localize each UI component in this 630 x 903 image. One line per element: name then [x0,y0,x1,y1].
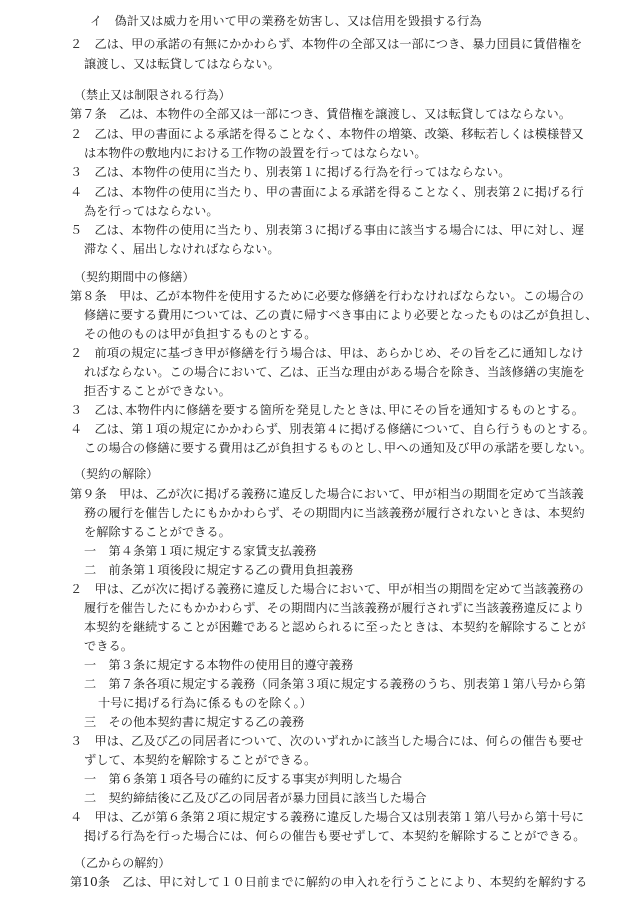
article-8-para-2-cont-2: 拒否することができない。 [84,384,231,398]
article-8-cont-2: その他のものは甲が負担するものとする。 [84,327,317,341]
clause-6-para-2-cont: 譲渡し、又は転貸してはならない。 [84,57,280,71]
article-7-para-3: ３ 乙は、本物件の使用に当たり、別表第１に掲げる行為を行ってはならない。 [70,165,511,179]
article-9-para-3-item-1: 一 第６条第１項各号の確約に反する事実が判明した場合 [84,772,403,786]
section-heading-repairs: （契約期間中の修繕） [74,270,195,284]
clause-6-para-2: ２ 乙は、甲の承諾の有無にかかわらず、本物件の全部又は一部につき、暴力団員に賃借権を [70,37,583,51]
article-9-para-2-cont-3: できる。 [84,639,133,653]
article-9-para-2-item-2-cont: 十号に掲げる行為に係るものを除く。） [98,696,312,710]
article-9-para-2-item-3: 三 その他本契約書に規定する乙の義務 [84,715,305,729]
article-7-para-5-cont: 滞なく、届出しなければならない。 [84,242,280,256]
article-9-para-2: ２ 甲は、乙が次に掲げる義務に違反した場合において、甲が相当の期間を定めて当該義務の [70,582,584,596]
article-8-para-2-cont-1: ればならない。この場合において、乙は、正当な理由がある場合を除き、当該修繕の実施を [84,365,586,379]
article-9-item-1: 一 第４条第１項に規定する家賃支払義務 [84,544,317,558]
section-heading-tenant-cancellation: （乙からの解約） [74,856,171,870]
article-9-item-2: 二 前条第１項後段に規定する乙の費用負担義務 [84,563,354,577]
article-10: 第10条 乙は、甲に対して１０日前までに解約の申入れを行うことにより、本契約を解約する [70,875,588,889]
article-8-para-4: ４ 乙は、第１項の規定にかかわらず、別表第４に掲げる修繕について、自ら行うものとする。 [70,422,595,436]
article-7-para-2: ２ 乙は、甲の書面による承諾を得ることなく、本物件の増築、改築、移転若しくは模様替又 [70,127,584,141]
article-7-para-2-cont: は本物件の敷地内における工作物の設置を行ってはならない。 [84,146,427,160]
article-8-para-3: ３ 乙は､本物件内に修繕を要する箇所を発見したときは､甲にその旨を通知するものとする。 [70,403,585,417]
article-7-para-4: ４ 乙は、本物件の使用に当たり、甲の書面による承諾を得ることなく、別表第２に掲げる行 [70,185,584,199]
article-9-para-3-cont: ずして、本契約を解除することができる。 [84,753,317,767]
section-heading-prohibited-acts: （禁止又は制限される行為） [74,88,231,102]
article-9-para-3: ３ 甲は、乙及び乙の同居者について、次のいずれかに該当した場合には、何らの催告も要せ [70,734,584,748]
article-9: 第９条 甲は、乙が次に掲げる義務に違反した場合において、甲が相当の期間を定めて当該義 [70,487,584,501]
article-9-cont-2: を解除することができる。 [84,525,231,539]
article-9-para-4-cont: 掲げる行為を行った場合には、何らの催告も要せずして、本契約を解除することができる。 [84,829,586,843]
article-9-para-2-item-1: 一 第３条に規定する本物件の使用目的遵守義務 [84,658,354,672]
article-7-para-5: ５ 乙は、本物件の使用に当たり、別表第３に掲げる事由に該当する場合には、甲に対し、遅 [70,223,584,237]
article-8-para-4-cont: この場合の修繕に要する費用は乙が負担するものとし､甲への通知及び甲の承諾を要しない。 [84,441,592,455]
article-9-para-3-item-2: 二 契約締結後に乙及び乙の同居者が暴力団員に該当した場合 [84,791,427,805]
article-9-para-2-cont-2: 本契約を継続することが困難であると認められるに至ったときは、本契約を解除することが [84,620,586,634]
article-7-para-4-cont: 為を行ってはならない。 [84,204,219,218]
article-9-para-2-cont-1: 履行を催告したにもかかわらず、その期間内に当該義務が履行されずに当該義務違反により [84,601,585,615]
article-8-cont-1: 修繕に要する費用については、乙の責に帰すべき事由により必要となったものは乙が負担し、 [84,308,598,322]
article-9-para-4: ４ 甲は、乙が第６条第２項に規定する義務に違反した場合又は別表第１第八号から第十号に [70,810,584,824]
article-9-para-2-item-2: 二 第７条各項に規定する義務（同条第３項に規定する義務のうち、別表第１第八号から第 [84,677,586,691]
article-9-cont-1: 務の履行を催告したにもかかわらず、その期間内に当該義務が履行されないときは、本契約 [84,506,585,520]
article-7: 第７条 乙は、本物件の全部又は一部につき、賃借権を譲渡し、又は転貸してはならない。 [70,107,572,121]
clause-6-item-i: イ 偽計又は威力を用いて甲の業務を妨害し、又は信用を毀損する行為 [90,14,482,28]
article-8-para-2: ２ 前項の規定に基づき甲が修繕を行う場合は、甲は、あらかじめ、その旨を乙に通知しなけ [70,346,584,360]
section-heading-termination: （契約の解除） [74,467,159,481]
article-8: 第８条 甲は、乙が本物件を使用するために必要な修繕を行わなければならない。この場合の [70,289,584,303]
